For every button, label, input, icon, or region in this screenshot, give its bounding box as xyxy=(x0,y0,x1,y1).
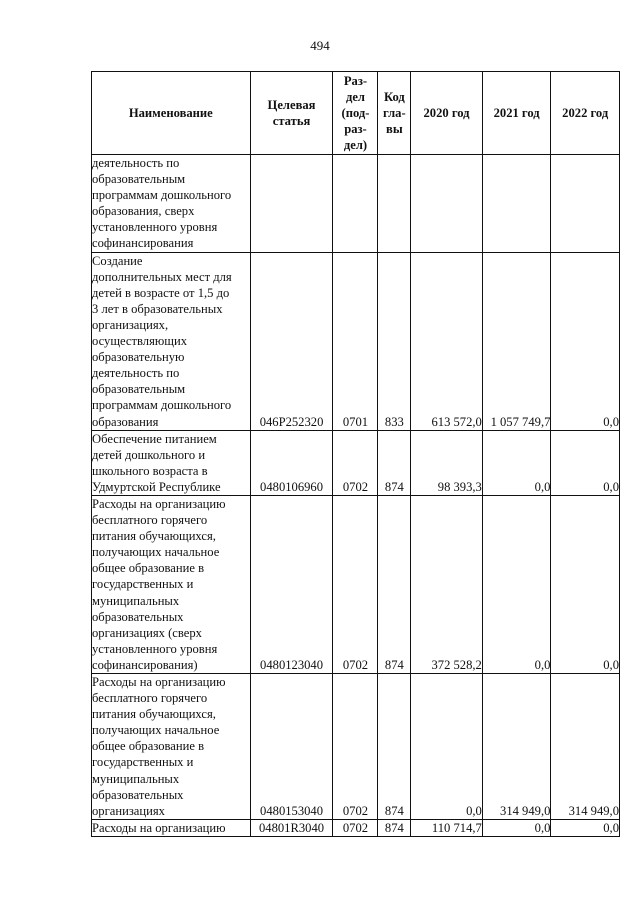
amount-2021-cell: 1 057 749,7 xyxy=(482,252,551,430)
amount-2020-cell: 372 528,2 xyxy=(411,495,483,673)
header-target-line: статья xyxy=(272,114,311,128)
item-name-line: образовательным xyxy=(92,172,186,187)
amount-2021-cell: 0,0 xyxy=(482,495,551,673)
item-name-line: образования, сверх xyxy=(92,204,195,219)
item-name-cell xyxy=(92,495,251,673)
item-name-line: образовательных xyxy=(92,787,184,802)
item-name-line: муниципальных xyxy=(92,771,180,786)
amount-2021-cell: 314 949,0 xyxy=(482,674,551,820)
table-row xyxy=(92,674,620,820)
header-section-line: (под- xyxy=(341,106,370,120)
target-article-cell: 046P252320 xyxy=(250,252,333,430)
item-name-line: школьного возраста в xyxy=(92,463,208,478)
item-name-line: Расходы на организацию xyxy=(92,820,226,835)
item-name-line: питания обучающихся, xyxy=(92,529,216,544)
item-name-line: софинансирования) xyxy=(92,657,198,672)
amount-2020-cell xyxy=(411,155,483,253)
section-cell: 0702 xyxy=(333,674,378,820)
amount-2022-cell: 0,0 xyxy=(551,819,620,836)
amount-2021-cell: 0,0 xyxy=(482,430,551,495)
page-number: 494 xyxy=(310,38,330,53)
table-row xyxy=(92,252,620,430)
target-article-cell: 0480123040 xyxy=(250,495,333,673)
section-cell: 0702 xyxy=(333,495,378,673)
chapter-code-cell: 874 xyxy=(378,674,411,820)
header-year-2022: 2022 год xyxy=(551,72,620,155)
item-name-line: детей в возрасте от 1,5 до xyxy=(92,285,230,300)
amount-2021-cell xyxy=(482,155,551,253)
item-name-line: общее образование в xyxy=(92,561,205,576)
item-name-line: установленного уровня xyxy=(92,641,218,656)
item-name-cell xyxy=(92,430,251,495)
table-row xyxy=(92,495,620,673)
item-name-line: деятельность по xyxy=(92,366,180,381)
item-name-line: Удмуртской Республике xyxy=(92,479,221,494)
item-name-line: 3 лет в образовательных xyxy=(92,301,223,316)
item-name-line: образовательную xyxy=(92,350,185,365)
table-row xyxy=(92,155,620,253)
header-name: Наименование xyxy=(92,72,251,155)
header-code-line: вы xyxy=(386,122,403,136)
target-article-cell: 04801R3040 xyxy=(250,819,333,836)
item-name-line: Создание xyxy=(92,253,143,268)
amount-2022-cell: 0,0 xyxy=(551,495,620,673)
item-name-line: образовательных xyxy=(92,609,184,624)
item-name-cell xyxy=(92,819,251,836)
item-name-cell xyxy=(92,252,251,430)
amount-2020-cell: 110 714,7 xyxy=(411,819,483,836)
header-target-article xyxy=(250,72,333,155)
item-name-line: организациях xyxy=(92,803,165,818)
item-name-line: деятельность по xyxy=(92,156,180,170)
table-header-row xyxy=(92,72,620,155)
header-year-2020: 2020 год xyxy=(411,72,483,155)
section-cell: 0702 xyxy=(333,430,378,495)
chapter-code-cell: 874 xyxy=(378,819,411,836)
item-name-line: программам дошкольного xyxy=(92,398,232,413)
item-name-line: детей дошкольного и xyxy=(92,447,206,462)
header-section-line: Раз- xyxy=(343,74,368,88)
section-cell xyxy=(333,155,378,253)
item-name-line: Расходы на организацию xyxy=(92,496,226,511)
item-name-line: Расходы на организацию xyxy=(92,675,226,689)
section-cell: 0702 xyxy=(333,819,378,836)
item-name-line: организациях (сверх xyxy=(92,625,202,640)
amount-2022-cell xyxy=(551,155,620,253)
amount-2022-cell: 314 949,0 xyxy=(551,674,620,820)
item-name-line: государственных и xyxy=(92,755,194,770)
item-name-line: питания обучающихся, xyxy=(92,707,216,722)
budget-table xyxy=(91,71,620,837)
target-article-cell xyxy=(250,155,333,253)
amount-2020-cell: 613 572,0 xyxy=(411,252,483,430)
item-name-cell xyxy=(92,155,251,253)
header-target-line: Целевая xyxy=(267,98,316,112)
item-name-line: организациях, xyxy=(92,317,169,332)
chapter-code-cell: 874 xyxy=(378,495,411,673)
header-code-line: Код xyxy=(383,90,405,104)
item-name-line: муниципальных xyxy=(92,593,180,608)
target-article-cell: 0480153040 xyxy=(250,674,333,820)
header-year-2021: 2021 год xyxy=(482,72,551,155)
chapter-code-cell xyxy=(378,155,411,253)
item-name-line: осуществляющих xyxy=(92,334,188,349)
item-name-line: получающих начальное xyxy=(92,723,220,738)
chapter-code-cell: 833 xyxy=(378,252,411,430)
item-name-line: установленного уровня xyxy=(92,220,218,235)
header-chapter-code xyxy=(378,72,411,155)
amount-2022-cell: 0,0 xyxy=(551,252,620,430)
item-name-line: софинансирования xyxy=(92,236,194,251)
table-row xyxy=(92,819,620,836)
item-name-line: дополнительных мест для xyxy=(92,269,232,284)
item-name-line: программам дошкольного xyxy=(92,188,232,203)
item-name-line: государственных и xyxy=(92,577,194,592)
item-name-line: образования xyxy=(92,414,159,429)
amount-2021-cell: 0,0 xyxy=(482,819,551,836)
amount-2020-cell: 98 393,3 xyxy=(411,430,483,495)
target-article-cell: 0480106960 xyxy=(250,430,333,495)
item-name-line: общее образование в xyxy=(92,739,205,754)
item-name-line: получающих начальное xyxy=(92,545,220,560)
header-section-line: раз- xyxy=(344,122,367,136)
amount-2022-cell: 0,0 xyxy=(551,430,620,495)
header-code-line: гла- xyxy=(383,106,406,120)
table-row xyxy=(92,430,620,495)
amount-2020-cell: 0,0 xyxy=(411,674,483,820)
section-cell: 0701 xyxy=(333,252,378,430)
header-section xyxy=(333,72,378,155)
item-name-cell xyxy=(92,674,251,820)
header-section-line: дел) xyxy=(343,138,368,152)
header-section-line: дел xyxy=(345,90,365,104)
item-name-line: бесплатного горячего xyxy=(92,691,208,706)
item-name-line: Обеспечение питанием xyxy=(92,431,217,446)
chapter-code-cell: 874 xyxy=(378,430,411,495)
item-name-line: образовательным xyxy=(92,382,186,397)
item-name-line: бесплатного горячего xyxy=(92,513,208,528)
